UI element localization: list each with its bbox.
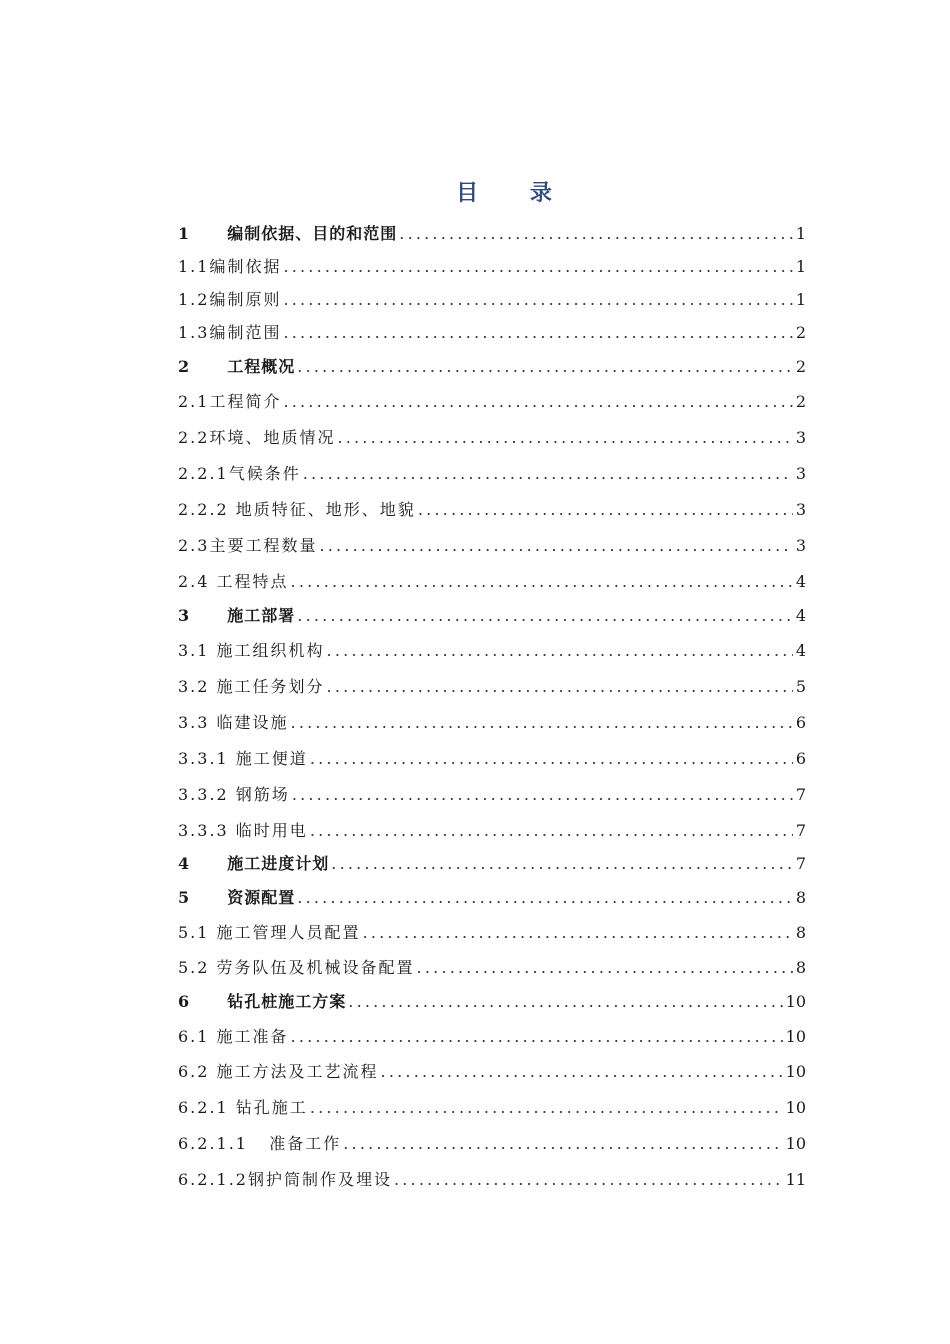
toc-entry[interactable] [178, 880, 806, 915]
toc-entry-label: 6.2.1.2钢护筒制作及埋设 [178, 1170, 392, 1189]
toc-entry[interactable] [178, 1126, 806, 1162]
toc-entry[interactable] [178, 1054, 806, 1090]
toc-dot-leader [348, 985, 782, 1019]
toc-entry-page-number: 2 [795, 323, 806, 342]
toc-entry-label: 2.1工程简介 [178, 392, 282, 411]
toc-entry-label: 3 施工部署 [178, 606, 296, 625]
toc-dot-leader [291, 1019, 783, 1054]
toc-entry[interactable] [178, 564, 806, 599]
toc-entry[interactable] [178, 283, 806, 316]
toc-entry-label: 3.3.3 临时用电 [178, 821, 308, 840]
toc-entry[interactable] [178, 705, 806, 741]
toc-entry-label: 3.3.2 钢筋场 [178, 785, 290, 804]
toc-entry-label: 3.1 施工组织机构 [178, 641, 325, 660]
toc-dot-leader [303, 456, 793, 492]
toc-entry[interactable] [178, 250, 806, 283]
toc-dot-leader [417, 950, 793, 985]
toc-entry[interactable] [178, 950, 806, 985]
toc-entry-label: 2.2环境、地质情况 [178, 428, 336, 447]
toc-entry-page-number: 6 [795, 749, 806, 768]
toc-entry-page-number: 3 [795, 500, 806, 519]
toc-entry-label: 6.2.1 钻孔施工 [178, 1098, 308, 1117]
toc-entry-label: 1.2编制原则 [178, 290, 282, 309]
toc-entry-page-number: 3 [795, 428, 806, 447]
toc-entry-page-number: 1 [795, 290, 806, 309]
toc-dot-leader [292, 777, 793, 813]
toc-entry-label: 2.4 工程特点 [178, 572, 289, 591]
toc-dot-leader [363, 915, 793, 950]
toc-entry-page-number: 7 [795, 785, 806, 804]
toc-entry-page-number: 4 [795, 641, 806, 660]
toc-dot-leader [283, 250, 792, 283]
toc-entry-page-number: 7 [795, 821, 806, 840]
toc-entry-label: 2 工程概况 [178, 357, 296, 376]
toc-entry-label: 5.1 施工管理人员配置 [178, 923, 361, 942]
toc-dot-leader [331, 848, 793, 880]
toc-entry[interactable] [178, 848, 806, 880]
toc-entry-page-number: 11 [785, 1170, 806, 1189]
toc-dot-leader [297, 880, 793, 915]
toc-entry-page-number: 4 [795, 606, 806, 625]
toc-entry-label: 3.3.1 施工便道 [178, 749, 308, 768]
toc-entry-label: 6.1 施工准备 [178, 1027, 289, 1046]
toc-dot-leader [291, 564, 793, 599]
toc-entry-page-number: 2 [795, 392, 806, 411]
toc-entry[interactable] [178, 633, 806, 669]
toc-entry[interactable] [178, 1019, 806, 1054]
toc-entry[interactable] [178, 316, 806, 350]
toc-entry[interactable] [178, 985, 806, 1019]
toc-entry[interactable] [178, 599, 806, 633]
toc-entry-label: 4 施工进度计划 [178, 854, 330, 873]
toc-entry-label: 1.3编制范围 [178, 323, 282, 342]
toc-entry-label: 3.2 施工任务划分 [178, 677, 325, 696]
toc-entry[interactable] [178, 384, 806, 420]
toc-entry[interactable] [178, 1090, 806, 1126]
toc-entry[interactable] [178, 420, 806, 456]
toc-entry-label: 6.2 施工方法及工艺流程 [178, 1062, 379, 1081]
toc-entry-page-number: 3 [795, 464, 806, 483]
toc-entry-label: 6.2.1.1 准备工作 [178, 1134, 342, 1153]
toc-dot-leader [283, 283, 792, 316]
toc-entry-label: 1.1编制依据 [178, 257, 282, 276]
toc-entry-label: 2.2.2 地质特征、地形、地貌 [178, 500, 416, 519]
toc-entry-page-number: 4 [795, 572, 806, 591]
toc-entry-page-number: 5 [795, 677, 806, 696]
toc-dot-leader [399, 217, 793, 250]
toc-entry-page-number: 10 [785, 1134, 806, 1153]
toc-dot-leader [394, 1162, 783, 1198]
toc-entry-label: 2.3主要工程数量 [178, 536, 318, 555]
toc-entry-page-number: 7 [795, 854, 806, 873]
toc-entry-page-number: 3 [795, 536, 806, 555]
toc-dot-leader [297, 599, 793, 633]
toc-entry[interactable] [178, 915, 806, 950]
toc-entry-page-number: 2 [795, 357, 806, 376]
toc-dot-leader [297, 350, 793, 384]
toc-entry-page-number: 10 [785, 992, 806, 1011]
toc-entry-page-number: 8 [795, 958, 806, 977]
toc-entry-page-number: 8 [795, 888, 806, 907]
toc-dot-leader [310, 1090, 783, 1126]
toc-dot-leader [310, 813, 793, 848]
toc-entry[interactable] [178, 217, 806, 250]
toc-entry[interactable] [178, 528, 806, 564]
toc-entry[interactable] [178, 777, 806, 813]
toc-entry-page-number: 6 [795, 713, 806, 732]
toc-list [178, 217, 806, 1198]
toc-dot-leader [283, 384, 792, 420]
toc-entry[interactable] [178, 350, 806, 384]
toc-entry-page-number: 1 [795, 257, 806, 276]
toc-entry[interactable] [178, 813, 806, 848]
toc-dot-leader [343, 1126, 782, 1162]
toc-entry-label: 5.2 劳务队伍及机械设备配置 [178, 958, 415, 977]
toc-dot-leader [283, 316, 792, 350]
toc-entry-label: 5 资源配置 [178, 888, 296, 907]
toc-entry-label: 3.3 临建设施 [178, 713, 289, 732]
toc-entry-page-number: 8 [795, 923, 806, 942]
toc-dot-leader [319, 528, 792, 564]
toc-entry[interactable] [178, 741, 806, 777]
toc-entry[interactable] [178, 669, 806, 705]
toc-entry-page-number: 10 [785, 1062, 806, 1081]
toc-dot-leader [327, 633, 793, 669]
toc-entry-label: 6 钻孔桩施工方案 [178, 992, 347, 1011]
toc-entry[interactable] [178, 456, 806, 492]
toc-entry-page-number: 10 [785, 1098, 806, 1117]
toc-dot-leader [327, 669, 793, 705]
toc-entry[interactable] [178, 492, 806, 528]
toc-title: 目 录 [456, 180, 574, 206]
toc-entry-label: 2.2.1气候条件 [178, 464, 301, 483]
toc-entry-page-number: 1 [795, 224, 806, 243]
toc-entry-page-number: 10 [785, 1027, 806, 1046]
toc-entry-label: 1 编制依据、目的和范围 [178, 224, 398, 243]
toc-entry[interactable] [178, 1162, 806, 1198]
toc-dot-leader [418, 492, 793, 528]
toc-dot-leader [337, 420, 792, 456]
toc-dot-leader [310, 741, 793, 777]
toc-dot-leader [291, 705, 793, 741]
toc-dot-leader [381, 1054, 783, 1090]
